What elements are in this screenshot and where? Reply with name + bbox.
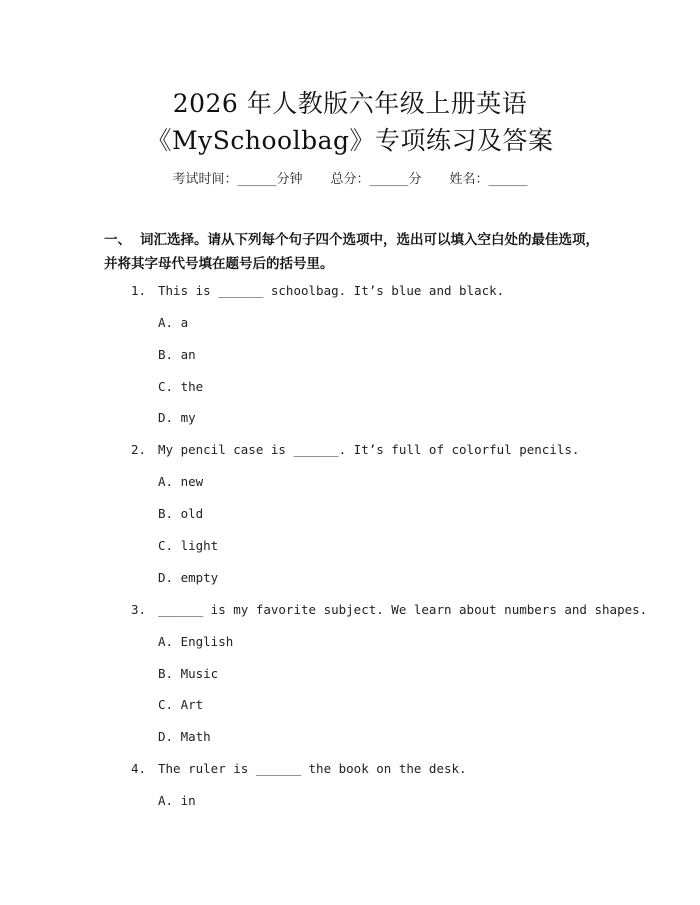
- option-1c: C. the: [158, 379, 204, 394]
- option-1b: B. an: [158, 347, 196, 362]
- option-3c: C. Art: [158, 697, 204, 712]
- option-2a: A. new: [158, 474, 204, 489]
- question-number: 1.: [131, 283, 147, 298]
- document-title-line1: 2026 年人教版六年级上册英语: [172, 89, 528, 118]
- question-4: [131, 761, 467, 776]
- question-text: This is ______ schoolbag. It’s blue and black.: [158, 283, 505, 298]
- question-1: [131, 283, 504, 298]
- option-1d: D. my: [158, 410, 196, 425]
- section-heading: [104, 228, 604, 276]
- question-text: The ruler is ______ the book on the desk.: [158, 761, 467, 776]
- exam-meta: [0, 168, 700, 187]
- section-number: 一、: [104, 232, 131, 248]
- option-3d: D. Math: [158, 729, 211, 744]
- document-title-line2: 《MySchoolbag》专项练习及答案: [146, 126, 554, 155]
- question-number: 2.: [131, 442, 147, 457]
- student-name-label: 姓名：______: [449, 172, 528, 187]
- exam-time-label: 考试时间：______分钟: [172, 172, 303, 187]
- question-3: [131, 602, 647, 617]
- option-3b: B. Music: [158, 666, 219, 681]
- option-4a: A. in: [158, 793, 196, 808]
- option-3a: A. English: [158, 634, 234, 649]
- total-score-label: 总分：______分: [330, 172, 422, 187]
- question-number: 3.: [131, 602, 147, 617]
- question-text: My pencil case is ______. It’s full of colorful pencils.: [158, 442, 580, 457]
- section-instructions: 词汇选择。请从下列每个句子四个选项中，选出可以填入空白处的最佳选项，并将其字母代号填在题号后的括号里。: [104, 232, 599, 272]
- option-2b: B. old: [158, 506, 204, 521]
- question-number: 4.: [131, 761, 147, 776]
- option-2c: C. light: [158, 538, 219, 553]
- option-2d: D. empty: [158, 570, 219, 585]
- question-2: [131, 442, 579, 457]
- option-1a: A. a: [158, 315, 189, 330]
- question-text: ______ is my favorite subject. We learn about numbers and shapes.: [158, 602, 648, 617]
